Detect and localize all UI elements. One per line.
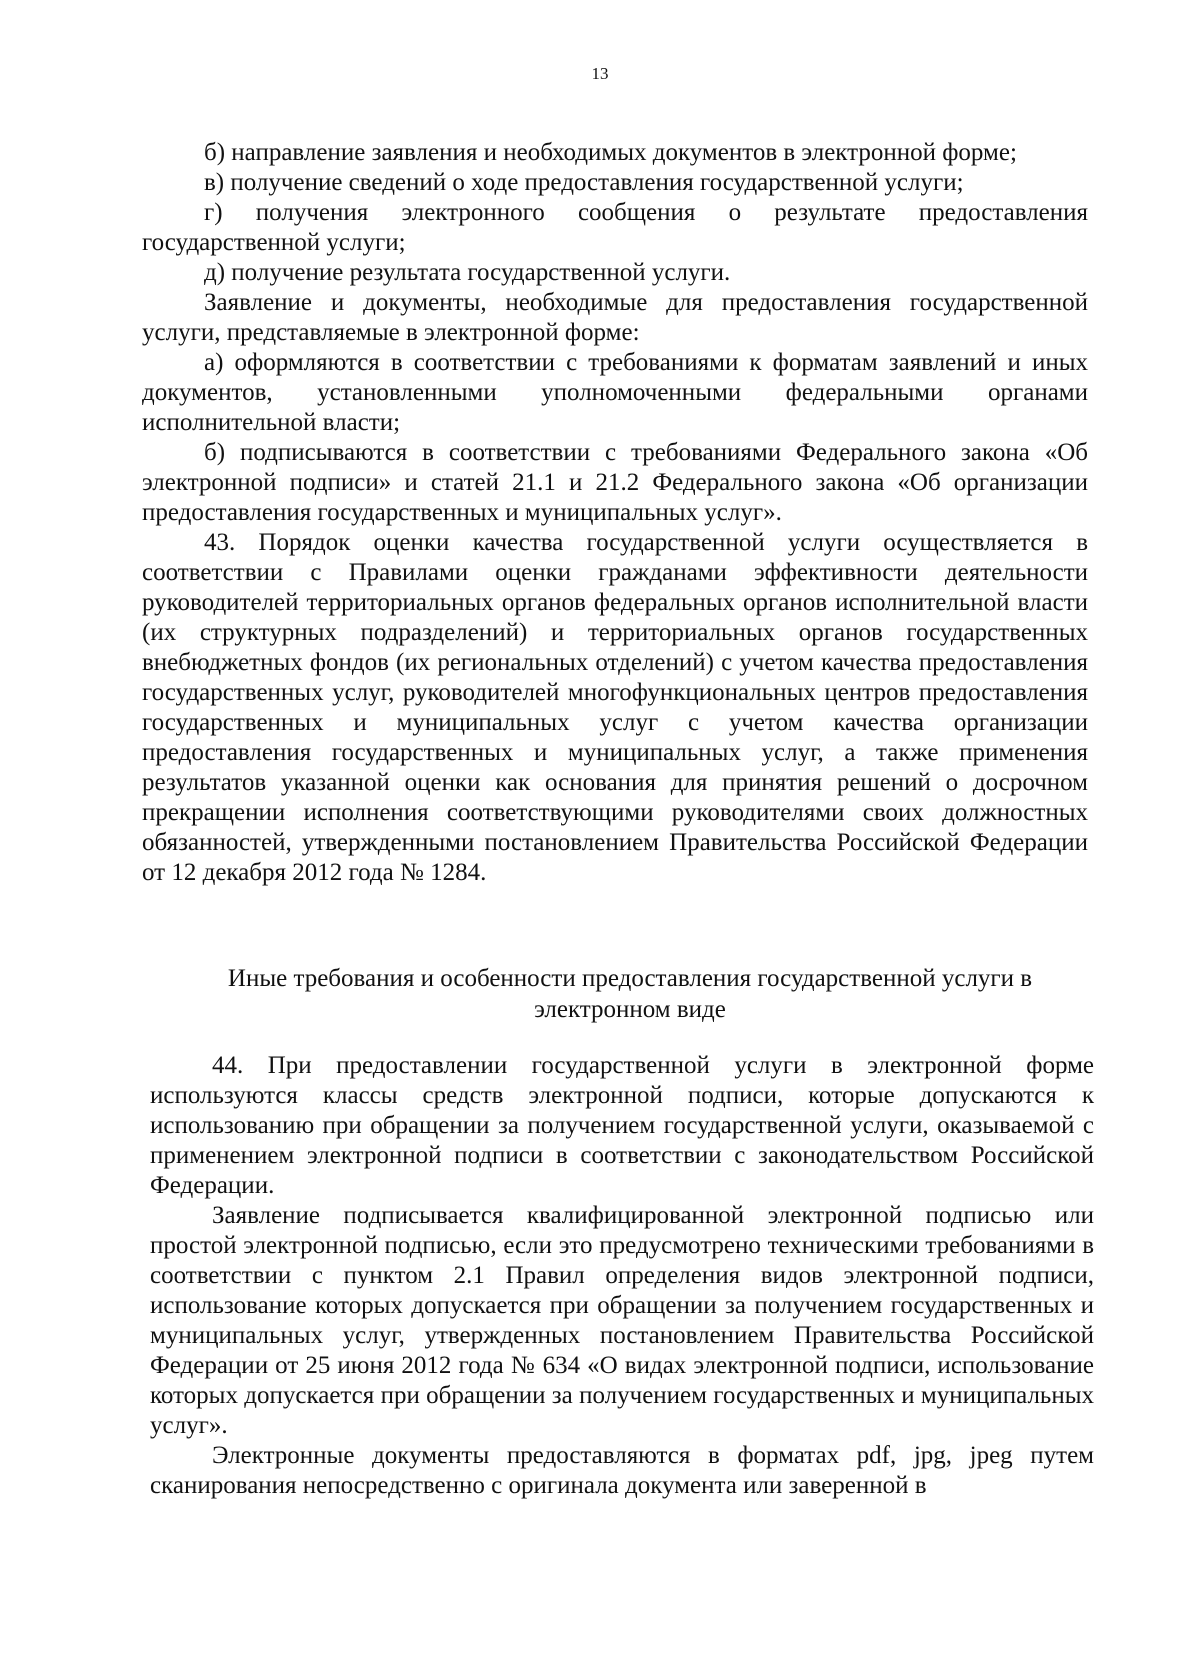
text-section-top	[142, 138, 1088, 888]
paragraph-item-d-result: д) получение результата государственной услуги.	[204, 259, 731, 286]
paragraph-item-g-notification: г) получения электронного сообщения о результате предоставления государственной услуги;	[142, 199, 1088, 256]
page-number: 13	[591, 64, 609, 83]
paragraph-44-signature-classes: 44. При предоставлении государственной услуги в электронной форме используются классы средств электронной подписи, которые допускаются к использованию при обращении за получением государственной услуги, оказываемой с применением электронной подписи в соответствии с законодательством Российской Федерации.	[150, 1052, 1094, 1199]
paragraph-43-quality-assessment: 43. Порядок оценки качества государственной услуги осуществляется в соответствии с Правилами оценки гражданами эффективности деятельности руководителей территориальных органов федеральных органов исполнительной власти (их структурных подразделений) и территориальных органов государственных внебюджетных фондов (их региональных отделений) с учетом качества предоставления государственных услуг, руководителей многофункциональных центров предоставления государственных и муниципальных услуг с учетом качества организации предоставления государственных и муниципальных услуг, а также применения результатов указанной оценки как основания для принятия решений о досрочном прекращении исполнения соответствующими руководителями своих должностных обязанностей, утвержденными постановлением Правительства Российской Федерации от 12 декабря 2012 года № 1284.	[142, 529, 1088, 886]
paragraph-electronic-documents: Заявление и документы, необходимые для предоставления государственной услуги, представляемые в электронной форме:	[142, 289, 1088, 346]
text-section-bottom	[150, 1051, 1094, 1501]
paragraph-item-a-formats: а) оформляются в соответствии с требованиями к форматам заявлений и иных документов, установленными уполномоченными федеральными органами исполнительной власти;	[142, 349, 1088, 436]
section-heading: Иные требования и особенности предоставления государственной услуги в электронном виде	[227, 965, 1033, 1023]
paragraph-application-signature: Заявление подписывается квалифицированной электронной подписью или простой электронной подписью, если это предусмотрено техническими требованиями в соответствии с пунктом 2.1 Правил определения видов электронной подписи, использование которых допускается при обращении за получением государственных и муниципальных услуг, утвержденных постановлением Правительства Российской Федерации от 25 июня 2012 года № 634 «О видах электронной подписи, использование которых допускается при обращении за получением государственных и муниципальных услуг».	[150, 1202, 1094, 1439]
paragraph-document-formats: Электронные документы предоставляются в форматах pdf, jpg, jpeg путем сканирования непосредственно с оригинала документа или заверенной в	[150, 1442, 1094, 1499]
paragraph-item-v-status: в) получение сведений о ходе предоставления государственной услуги;	[204, 169, 964, 196]
paragraph-item-b-submission: б) направление заявления и необходимых документов в электронной форме;	[204, 139, 1017, 166]
paragraph-item-b-signature: б) подписываются в соответствии с требованиями Федерального закона «Об электронной подписи» и статей 21.1 и 21.2 Федерального закона «Об организации предоставления государственных и муниципальных услуг».	[142, 439, 1088, 526]
